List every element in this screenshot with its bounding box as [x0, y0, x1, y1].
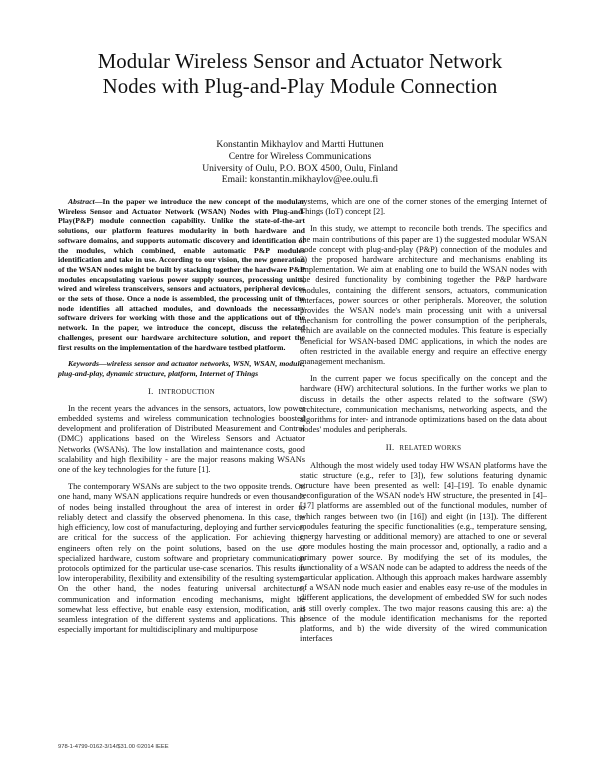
author-block: [80, 139, 520, 186]
paragraph-continuation: systems, which are one of the corner stones of the emerging Internet of Things (IoT) concept [2].: [300, 197, 547, 217]
section-number: II.: [385, 442, 395, 453]
address: University of Oulu, P.O. BOX 4500, Oulu, Finland: [202, 162, 398, 174]
section-title: RELATED WORKS: [399, 444, 462, 453]
left-column: [58, 197, 305, 642]
title-line-1: Modular Wireless Sensor and Actuator Network: [97, 50, 503, 73]
section-heading-related-works: [300, 442, 547, 453]
section-number: I.: [147, 385, 154, 396]
copyright-footer: 978-1-4799-0162-3/14/$31.00 ©2014 IEEE: [58, 744, 169, 750]
paragraph: In this study, we attempt to reconcile both trends. The specifics and the main contributions of this paper are 1) the suggested modular WSAN node concept with plug-and-play (P&P) connection of the modules and 2) the proposed hardware architecture and mechanisms enabling its implementation. We aim at enabling one to build the WSAN nodes with the desired functionality by combining together the P&P hardware modules, containing the different sensors, actuators, communication interfaces, power sources or other peripherals. Moreover, the solution provides the WSAN node's main processing unit with a universal mechanism for controlling the power consumption of the peripherals, which are available on the connected modules. This feature is especially beneficial for WSAN-based DMC applications, in which the nodes are often restricted in the available energy and require an effective energy management mechanism.: [300, 224, 547, 367]
abstract-text: —In the paper we introduce the new concept of the modular Wireless Sensor and Actuator Network (WSAN) Nodes with Plug-and-Play(P&P) module connection capability. Unlike the state-of-the-art solutions, our platform features modularity in both hardware and software domains, and supports automatic discovery and identification of the modules, which combined, enable automatic P&P modules identification and take in use. According to our vision, the new generation of the WSAN nodes might be built by stacking together the hardware P&P modules encapsulating various power supply sources, processing units, wired and wireless transceivers, sensors and actuators, peripheral devices or the sets of those. Once a node is assembled, the processing unit of the node identifies all attached modules, and downloads the necessary software drivers for working with those and the applications out of the network. In the paper, we introduce the concept, discuss the related challenges, present our hardware architecture solution, and report the first results on the implementation of the hardware testbed platform.: [58, 197, 305, 352]
email: Email: konstantin.mikhaylov@ee.oulu.fi: [221, 174, 379, 186]
paper-title: [40, 49, 560, 99]
keywords: Keywords—wireless sensor and actuator networks, WSN, WSAN, module, plug-and-play, dynamic structure, platform, Internet of Things: [58, 359, 305, 378]
section-heading-introduction: [58, 386, 305, 397]
abstract-lead: Abstract: [68, 197, 95, 206]
section-title: INTRODUCTION: [158, 387, 215, 396]
right-column: [300, 197, 547, 651]
paragraph: In the current paper we focus specifically on the concept and the hardware (HW) architectural solutions. In the further works we plan to discuss in details the other aspects related to the software (SW) architecture, communication mechanisms, networking aspects, and the algorithms for inter- and intranode optimizations based on the data about nodes' modules and peripherals.: [300, 374, 547, 435]
abstract: [58, 197, 305, 352]
author-names: Konstantin Mikhaylov and Martti Huttunen: [216, 139, 384, 150]
paragraph: Although the most widely used today HW WSAN platforms have the static structure (e.g., refer to [3]), few solutions featuring dynamic structure have been presented as well: [4]–[19]. To enable dynamic reconfiguration of the WSAN node's HW structure, the presented in [4]–[17] platforms are assembled out of the functional modules, number of which ranges between two (in [16]) and eight (in [13]). The different modules featuring the specific functionalities (e.g., temperature sensing, energy harvesting or additional memory) are attached to one or several core modules hosting the main processor and, optionally, a radio and a primary power source. By modifying the set of its modules, the functionality of a WSAN node can be adapted to address the needs of the particular application. Although this approach makes hardware assembly of a WSAN node much easier and enables easy re-use of the modules in different applications, the development of embedded SW for such nodes is still overly complex. The two major reasons causing this are: a) the absence of the module identification mechanisms for the reported platforms, and b) the wide diversity of the wired communication interfaces: [300, 460, 547, 644]
paragraph: The contemporary WSANs are subject to the two opposite trends. On one hand, many WSAN applications require hundreds or even thousands of nodes being installed throughout the area of interest in order to reliably detect and classify the observed phenomena. In this case, the high efficiency, low cost of manufacturing, deploying and further service, are critical for the success of the application. For achieving this, engineers often rely on the point solutions, based on the use of specialized hardware, custom software and proprietary communication protocols optimized for the particular use-case scenarios. This results in low interoperability, flexibility and extensibility of the resulting systems. On the other hand, the nodes featuring universal architecture, communication and information encoding mechanisms, might be somewhat less effective, but enable easy extension, modification, and seamless integration of the different systems and applications. This is especially important for multidisciplinary and multipurpose: [58, 482, 305, 635]
title-line-2: Nodes with Plug-and-Play Module Connection: [102, 75, 498, 98]
paragraph: In the recent years the advances in the sensors, actuators, low power embedded systems and wireless communication technologies boosted development and proliferation of Distributed Measurement and Control (DMC) applications based on the Wireless Sensors and Actuator Networks (WSANs). The low installation and maintenance costs, good scalability and high flexibility - are the major reasons making WSANs one of the key technologies for the future [1].: [58, 403, 305, 475]
affiliation: Centre for Wireless Communications: [228, 150, 372, 162]
